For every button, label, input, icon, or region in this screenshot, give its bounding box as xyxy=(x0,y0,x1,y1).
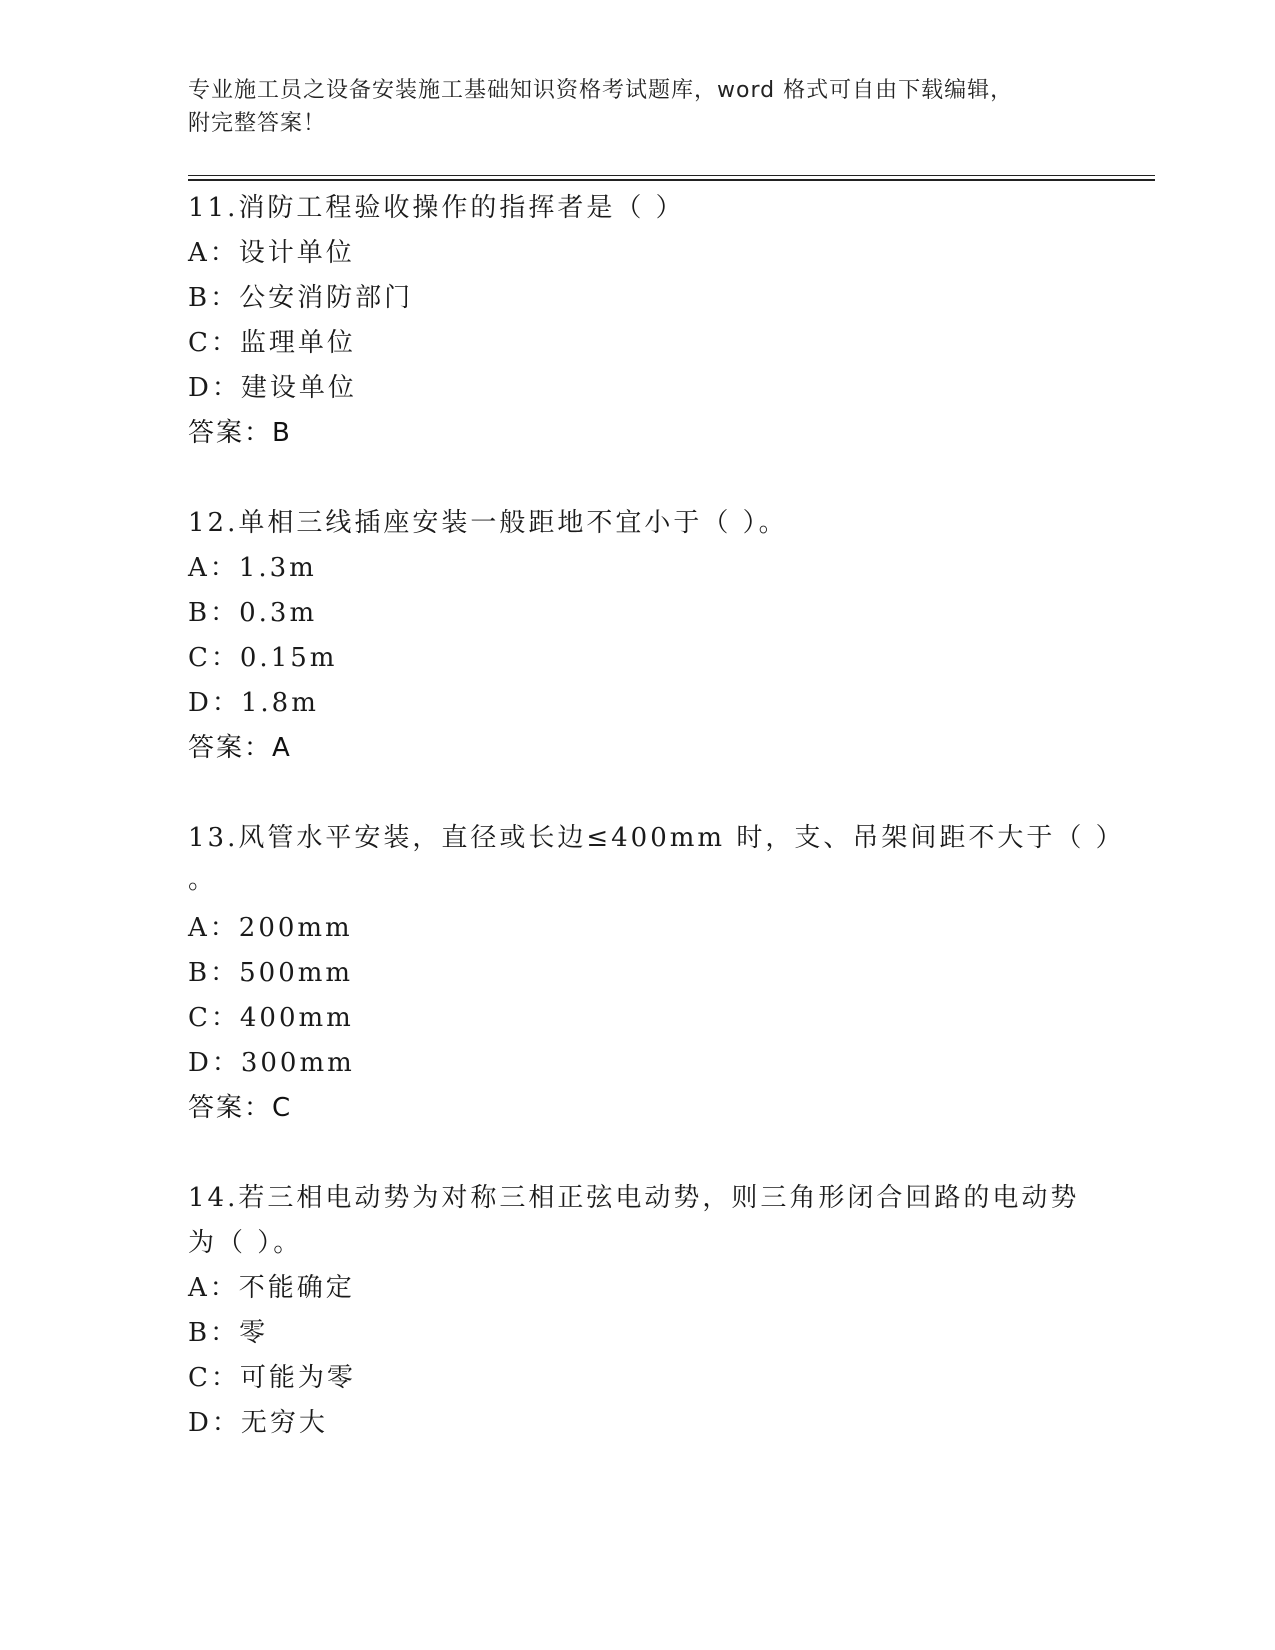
header-rule-thin xyxy=(188,175,1155,176)
option-c: C：可能为零 xyxy=(188,1363,356,1393)
header-line-1: 专业施工员之设备安装施工基础知识资格考试题库，word 格式可自由下载编辑， xyxy=(188,78,1014,103)
answer: 答案：C xyxy=(188,1093,293,1123)
option-a: A：1.3m xyxy=(188,553,317,583)
document-header xyxy=(188,74,1088,140)
header-line-2: 附完整答案！ xyxy=(188,111,327,136)
option-d: D：无穷大 xyxy=(188,1408,328,1438)
option-d: D：1.8m xyxy=(188,688,319,718)
option-b: B：500mm xyxy=(188,958,354,988)
option-d: D：300mm xyxy=(188,1048,355,1078)
option-b: B：零 xyxy=(188,1318,269,1348)
answer: 答案：B xyxy=(188,418,292,448)
option-d: D：建设单位 xyxy=(188,373,357,403)
option-a: A：200mm xyxy=(188,913,353,943)
option-c: C：0.15m xyxy=(188,643,338,673)
header-rule-thick xyxy=(188,179,1155,181)
question-stem: 13.风管水平安装，直径或长边≤400mm 时，支、吊架间距不大于（ ） xyxy=(188,823,1125,853)
option-a: A：设计单位 xyxy=(188,238,355,268)
answer: 答案：A xyxy=(188,733,292,763)
question-stem: 14.若三相电动势为对称三相正弦电动势，则三角形闭合回路的电动势 xyxy=(188,1183,1080,1213)
question-stem-continuation: 为（ ）。 xyxy=(188,1228,303,1258)
option-c: C：监理单位 xyxy=(188,328,356,358)
option-b: B：公安消防部门 xyxy=(188,283,414,313)
option-c: C：400mm xyxy=(188,1003,354,1033)
question-stem-continuation: 。 xyxy=(188,865,218,895)
option-b: B：0.3m xyxy=(188,598,318,628)
option-a: A：不能确定 xyxy=(188,1273,355,1303)
question-stem: 11.消防工程验收操作的指挥者是（ ） xyxy=(188,193,685,223)
question-stem: 12.单相三线插座安装一般距地不宜小于（ ）。 xyxy=(188,508,788,538)
